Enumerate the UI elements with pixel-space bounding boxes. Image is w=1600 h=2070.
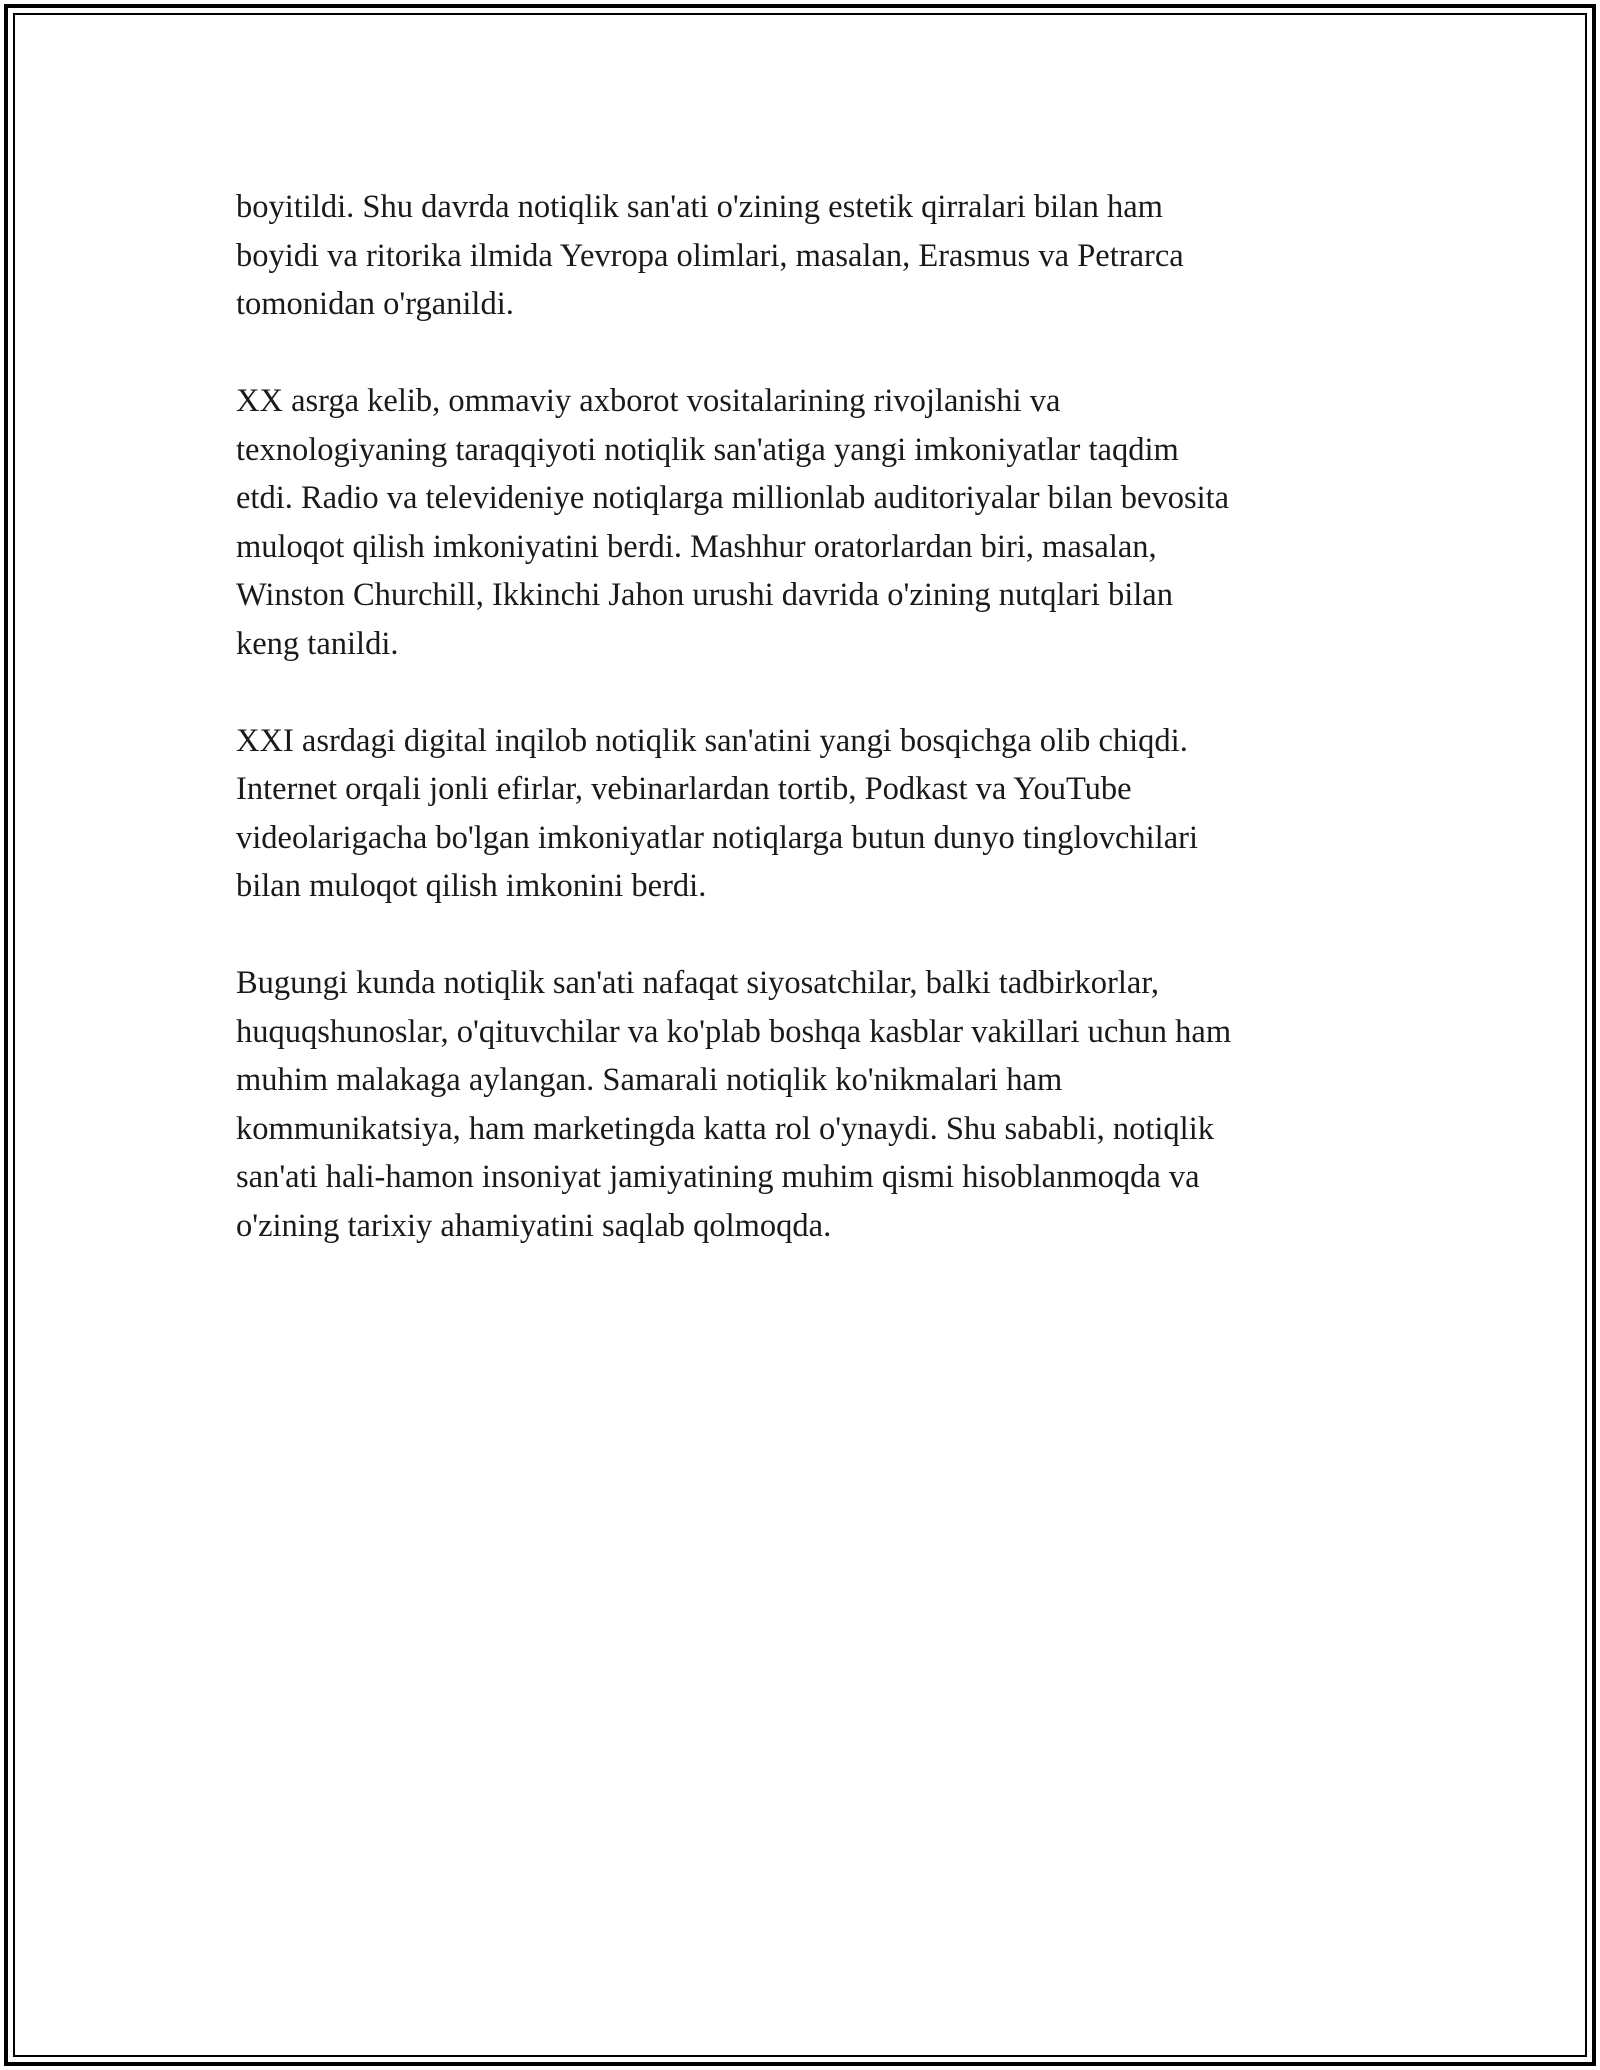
- paragraph-20th-century: XX asrga kelib, ommaviy axborot vositalarining rivojlanishi va texnologiyaning taraqqiyoti notiqlik san'atiga yangi imkoniyatlar taqdim etdi. Radio va televideniye notiqlarga millionlab auditoriyalar bilan bevosita muloqot qilish imkoniyatini berdi. Mashhur oratorlardan biri, masalan, Winston Churchill, Ikkinchi Jahon urushi davrida o'zining nutqlari bilan keng tanildi.: [236, 383, 1230, 662]
- document-body: [236, 183, 1366, 1299]
- paragraph-today: Bugungi kunda notiqlik san'ati nafaqat siyosatchilar, balki tadbirkorlar, huquqshunoslar, o'qituvchilar va ko'plab boshqa kasblar vakillari uchun ham muhim malakaga aylangan. Samarali notiqlik ko'nikmalari ham kommunikatsiya, ham marketingda katta rol o'ynaydi. Shu sababli, notiqlik san'ati hali-hamon insoniyat jamiyatining muhim qismi hisoblanmoqda va o'zining tarixiy ahamiyatini saqlab qolmoqda.: [236, 965, 1232, 1244]
- paragraph-21st-century: XXI asrdagi digital inqilob notiqlik san'atini yangi bosqichga olib chiqdi. Internet orqali jonli efirlar, vebinarlardan tortib, Podkast va YouTube videolarigacha bo'lgan imkoniyatlar notiqlarga butun dunyo tinglovchilari bilan muloqot qilish imkonini berdi.: [236, 722, 1198, 904]
- paragraph-renaissance: boyitildi. Shu davrda notiqlik san'ati o'zining estetik qirralari bilan ham boyidi va ritorika ilmida Yevropa olimlari, masalan, Erasmus va Petrarca tomonidan o'rganildi.: [236, 189, 1184, 322]
